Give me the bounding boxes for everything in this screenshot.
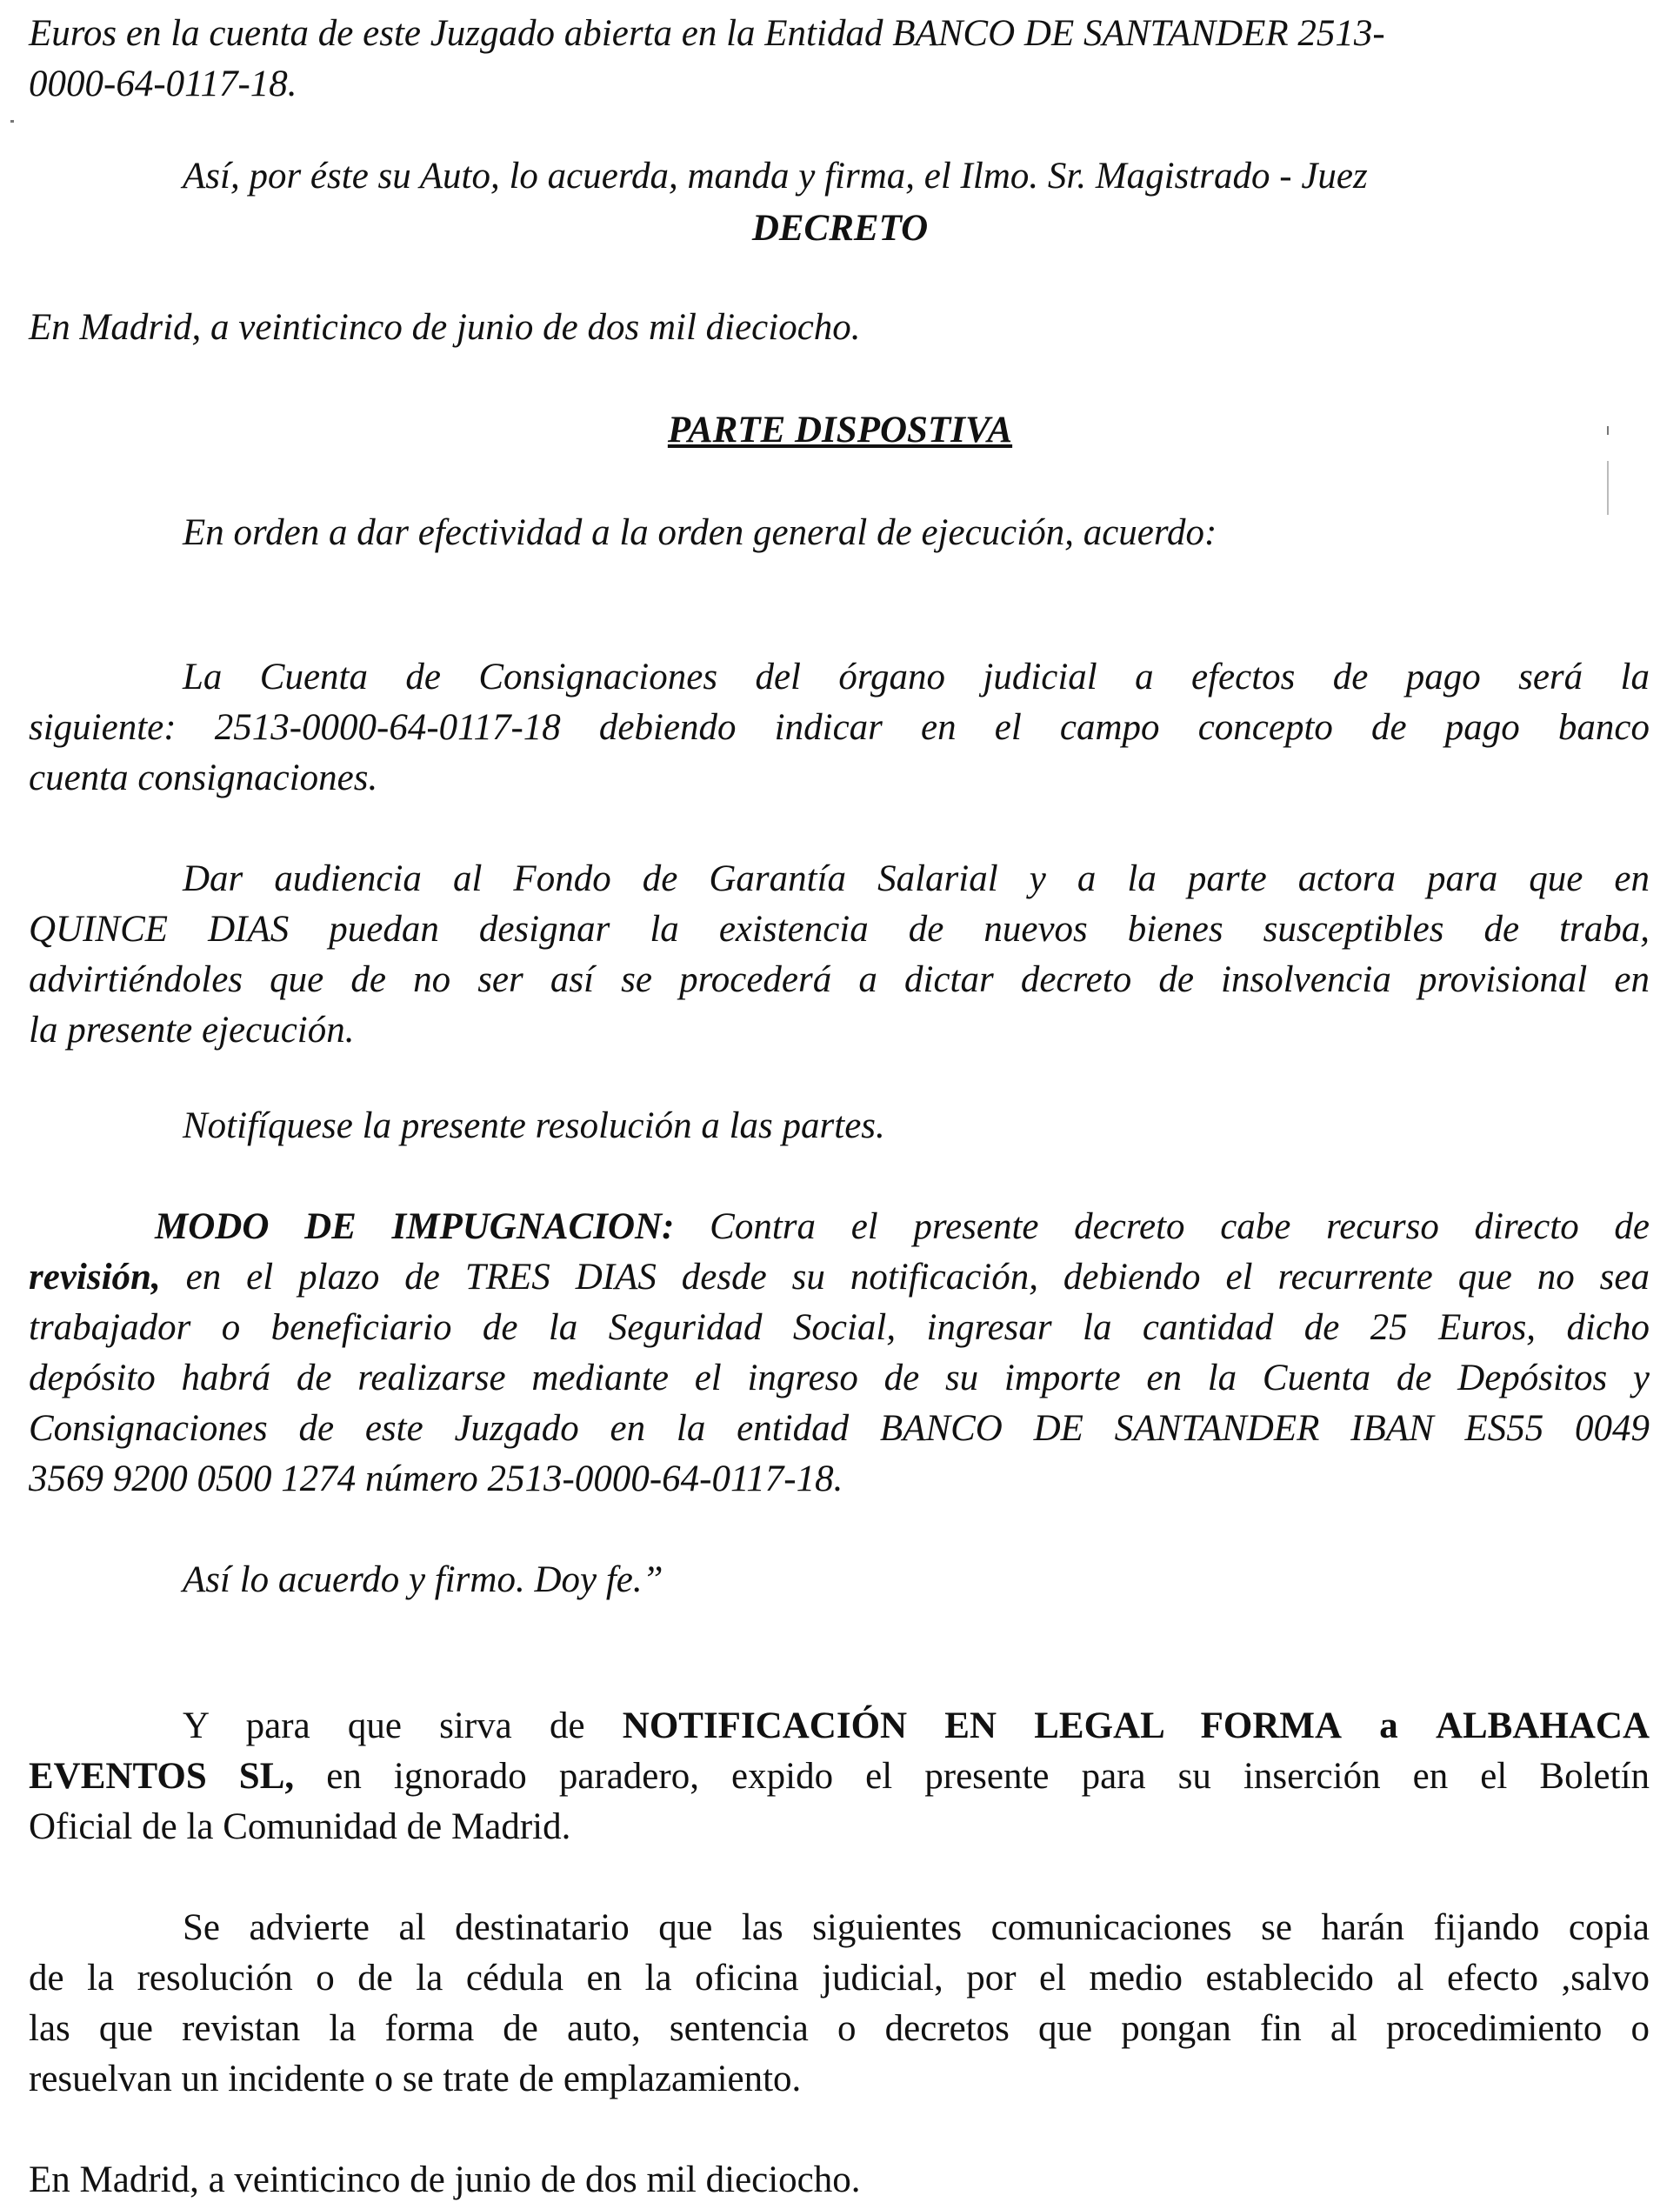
account-paragraph-line-3: cuenta consignaciones. bbox=[29, 757, 378, 798]
notification-line-3: Oficial de la Comunidad de Madrid. bbox=[29, 1806, 571, 1847]
appeal-revision: revisión, bbox=[29, 1257, 161, 1298]
appeal-line-5: Consignaciones de este Juzgado en la entidad BANCO DE SANTANDER IBAN ES55 0049 bbox=[29, 1408, 1650, 1449]
intro-line-2: 0000-64-0117-18. bbox=[29, 63, 297, 104]
appeal-line-4: depósito habrá de realizarse mediante el ingreso de su importe en la Cuenta de Depósitos y bbox=[29, 1358, 1650, 1398]
hearing-paragraph-line-4: la presente ejecución. bbox=[29, 1010, 355, 1051]
warning-line-1: Se advierte al destinatario que las siguientes comunicaciones se harán fijando copia bbox=[183, 1907, 1650, 1948]
place-date-1: En Madrid, a veinticinco de junio de dos mil dieciocho. bbox=[29, 307, 861, 348]
notification-line-2 bbox=[29, 1752, 1650, 1802]
section-title: PARTE DISPOSTIVA bbox=[667, 410, 1013, 450]
scan-speck bbox=[10, 120, 14, 123]
appeal-line-6: 3569 9200 0500 1274 número 2513-0000-64-0117-18. bbox=[29, 1458, 843, 1499]
notification-legal-form: NOTIFICACIÓN EN LEGAL FORMA bbox=[622, 1705, 1343, 1746]
appeal-line-3: trabajador o beneficiario de la Seguridad Social, ingresar la cantidad de 25 Euros, dicho bbox=[29, 1307, 1650, 1348]
scan-speck bbox=[1607, 461, 1609, 515]
notification-company-part2: EVENTOS SL, bbox=[29, 1756, 295, 1797]
decree-title: DECRETO bbox=[751, 208, 929, 249]
notification-line-1-a: Y para que sirva de bbox=[183, 1705, 585, 1746]
warning-line-3: las que revistan la forma de auto, sentencia o decretos que pongan fin al procedimiento o bbox=[29, 2008, 1650, 2049]
hearing-paragraph-line-3: advirtiéndoles que de no ser así se procederá a dictar decreto de insolvencia provisional en bbox=[29, 959, 1650, 1000]
appeal-line-2-rest: en el plazo de TRES DIAS desde su notificación, debiendo el recurrente que no sea bbox=[185, 1257, 1650, 1298]
appeal-line-1 bbox=[155, 1202, 1650, 1252]
place-date-2: En Madrid, a veinticinco de junio de dos mil dieciocho. bbox=[29, 2159, 861, 2200]
intro-line-1: Euros en la cuenta de este Juzgado abierta en la Entidad BANCO DE SANTANDER 2513- bbox=[29, 13, 1385, 54]
notification-a: a bbox=[1379, 1705, 1398, 1746]
notification-line-2-rest: en ignorado paradero, expido el presente para su inserción en el Boletín bbox=[326, 1756, 1650, 1797]
notification-line-1 bbox=[183, 1701, 1650, 1752]
hearing-paragraph-line-1: Dar audiencia al Fondo de Garantía Salarial y a la parte actora para que en bbox=[183, 858, 1650, 899]
notify-line: Notifíquese la presente resolución a las partes. bbox=[183, 1105, 885, 1146]
warning-line-2: de la resolución o de la cédula en la oficina judicial, por el medio establecido al efecto ,salvo bbox=[29, 1958, 1650, 1999]
account-paragraph-line-1: La Cuenta de Consignaciones del órgano judicial a efectos de pago será la bbox=[183, 657, 1650, 697]
account-paragraph-line-2: siguiente: 2513-0000-64-0117-18 debiendo indicar en el campo concepto de pago banco bbox=[29, 707, 1650, 748]
appeal-line-2 bbox=[29, 1252, 1650, 1303]
auto-closing: Así, por éste su Auto, lo acuerda, manda y firma, el Ilmo. Sr. Magistrado - Juez bbox=[183, 156, 1368, 197]
appeal-line-1-rest: Contra el presente decreto cabe recurso directo de bbox=[710, 1206, 1650, 1247]
signoff: Así lo acuerdo y firmo. Doy fe.” bbox=[183, 1559, 663, 1600]
order-intro: En orden a dar efectividad a la orden general de ejecución, acuerdo: bbox=[183, 512, 1217, 553]
notification-company-part1: ALBAHACA bbox=[1435, 1705, 1650, 1746]
warning-line-4: resuelvan un incidente o se trate de emplazamiento. bbox=[29, 2059, 802, 2099]
hearing-paragraph-line-2: QUINCE DIAS puedan designar la existencia de nuevos bienes susceptibles de traba, bbox=[29, 909, 1650, 950]
appeal-label: MODO DE IMPUGNACION: bbox=[155, 1206, 675, 1247]
scan-speck bbox=[1607, 426, 1609, 435]
